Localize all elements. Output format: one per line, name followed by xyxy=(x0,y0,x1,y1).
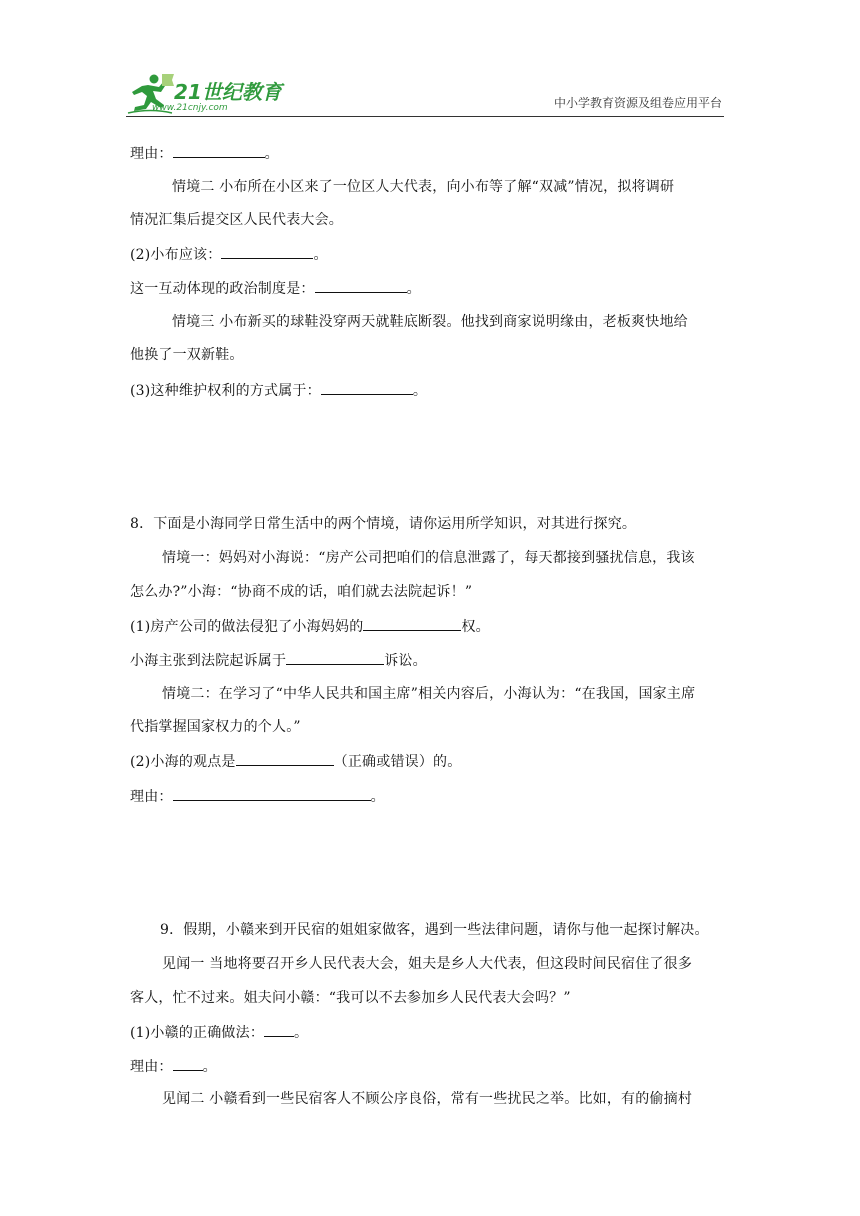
text-line xyxy=(162,1089,692,1109)
text-line xyxy=(130,210,343,230)
answer-blank[interactable] xyxy=(236,751,334,766)
line-text-suffix: 。 xyxy=(412,383,428,399)
logo-text: 21世纪教育 xyxy=(174,80,282,104)
line-text: 理由： xyxy=(130,1059,173,1075)
line-text: 情境二 小布所在小区来了一位区人大代表，向小布等了解“双减”情况，拟将调研 xyxy=(172,179,675,195)
text-line xyxy=(160,920,709,940)
line-text: (1)小赣的正确做法： xyxy=(130,1025,265,1041)
line-text: 见闻一 当地将要召开乡人民代表大会，姐夫是乡人大代表，但这段时间民宿住了很多 xyxy=(162,956,693,972)
text-line xyxy=(130,616,490,637)
text-line xyxy=(162,684,695,704)
text-line xyxy=(130,751,461,772)
line-text-suffix: 诉讼。 xyxy=(384,653,427,669)
line-text: 情况汇集后提交区人民代表大会。 xyxy=(130,212,343,228)
answer-blank[interactable] xyxy=(221,244,313,259)
text-line xyxy=(130,650,427,671)
answer-blank[interactable] xyxy=(321,380,413,395)
text-line xyxy=(130,786,385,807)
text-line xyxy=(130,988,571,1008)
text-line xyxy=(172,312,688,332)
text-line xyxy=(130,1056,217,1077)
line-text: 8．下面是小海同学日常生活中的两个情境，请你运用所学知识，对其进行探究。 xyxy=(130,516,637,532)
line-text: 理由： xyxy=(130,789,173,805)
answer-blank[interactable] xyxy=(286,650,384,665)
line-text-suffix: 。 xyxy=(370,789,385,805)
text-line xyxy=(130,143,279,164)
line-text: 见闻二 小赣看到一些民宿客人不顾公序良俗，常有一些扰民之举。比如，有的偷摘村 xyxy=(162,1091,693,1107)
text-line xyxy=(162,954,692,974)
line-text: 客人，忙不过来。姐夫问小赣：“我可以不去参加乡人民代表大会吗？” xyxy=(130,990,571,1006)
line-text: 代指掌握国家权力的个人。” xyxy=(130,719,301,735)
line-text: 怎么办?”小海：“协商不成的话，咱们就去法院起诉！” xyxy=(130,584,473,600)
answer-blank[interactable] xyxy=(173,786,371,801)
line-text-suffix: 。 xyxy=(406,281,421,297)
answer-blank[interactable] xyxy=(264,1022,294,1037)
line-text-suffix: （正确或错误）的。 xyxy=(333,754,462,770)
text-line xyxy=(172,177,674,197)
text-line xyxy=(130,380,427,401)
line-text-suffix: 权。 xyxy=(461,619,490,635)
text-line xyxy=(130,514,636,534)
line-text: 情境一：妈妈对小海说：“房产公司把咱们的信息泄露了，每天都接到骚扰信息，我该 xyxy=(162,550,695,566)
line-text: (1)房产公司的做法侵犯了小海妈妈的 xyxy=(130,619,364,635)
text-line xyxy=(162,548,695,568)
line-text: 小海主张到法院起诉属于 xyxy=(130,653,287,669)
line-text: (2)小布应该： xyxy=(130,247,222,263)
line-text-suffix: 。 xyxy=(264,146,279,162)
line-text: 情境三 小布新买的球鞋没穿两天就鞋底断裂。他找到商家说明缘由，老板爽快地给 xyxy=(172,314,688,330)
text-line xyxy=(130,717,301,737)
line-text: 他换了一双新鞋。 xyxy=(130,347,244,363)
text-line xyxy=(130,345,244,365)
line-text: 理由： xyxy=(130,146,173,162)
line-text-suffix: 。 xyxy=(202,1059,217,1075)
answer-blank[interactable] xyxy=(173,143,265,158)
answer-blank[interactable] xyxy=(363,616,461,631)
line-text: 9．假期，小赣来到开民宿的姐姐家做客，遇到一些法律问题，请你与他一起探讨解决。 xyxy=(160,922,709,938)
text-line xyxy=(130,278,421,299)
platform-name: 中小学教育资源及组卷应用平台 xyxy=(553,96,722,110)
page-header xyxy=(126,68,724,117)
answer-blank[interactable] xyxy=(315,278,407,293)
line-text-suffix: 。 xyxy=(313,247,328,263)
answer-blank[interactable] xyxy=(173,1056,203,1071)
line-text: 这一互动体现的政治制度是： xyxy=(130,281,315,297)
line-text-suffix: 。 xyxy=(294,1025,309,1041)
logo-url: www.21cnjy.com xyxy=(152,103,228,113)
line-text: 情境二：在学习了“中华人民共和国主席”相关内容后，小海认为：“在我国，国家主席 xyxy=(162,686,696,702)
line-text: (2)小海的观点是 xyxy=(130,754,236,770)
text-line xyxy=(130,1022,308,1043)
text-line xyxy=(130,244,328,265)
line-text: (3)这种维护权利的方式属于： xyxy=(130,383,321,399)
text-line xyxy=(130,582,472,602)
logo xyxy=(126,72,296,116)
